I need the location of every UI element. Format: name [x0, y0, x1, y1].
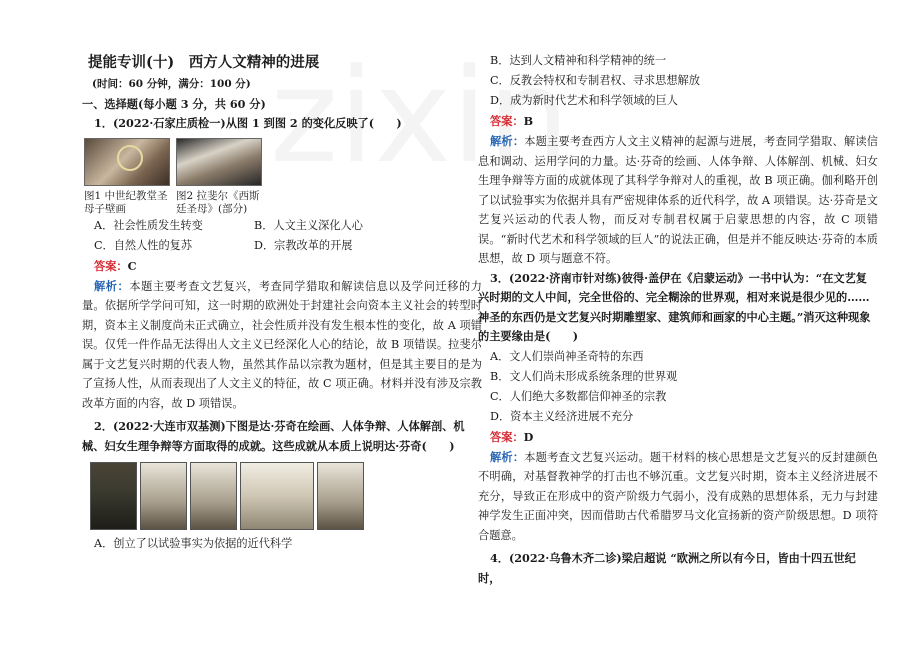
- analysis-text: 本题主要考查文艺复兴，考查同学猎取和解读信息以及学问迁移的力量。依据所学学问可知，这一时期的欧洲处于封建社会向资本主义社会的转型时期，资本主义制度尚未正式确立，社会性质并没有发生根本性的变化，故 A 项错误。仅凭一件作品无法得出人文主义已经深化人心的结论，故 B 项错误。拉斐尔属于文艺复兴时期的代表人物，虽然其作品以宗教为题材，但是其主要目的是为了宣扬人性，从而表现出了人文主义的特征，故 C 项正确。材料并没有涉及宗教改革方面的内容，故 D 项错误。: [82, 279, 482, 410]
- embryo-sketch-image: [317, 462, 364, 530]
- machine-sketch-image: [240, 462, 314, 530]
- question-3-option-a: A．文人们崇尚神圣奇特的东西: [490, 349, 644, 363]
- answer-value: D: [523, 429, 534, 444]
- question-2-analysis: [478, 132, 878, 269]
- figure-2-caption: 图2 拉斐尔《西斯廷圣母》(部分): [176, 189, 260, 215]
- question-2-option-d: D．成为新时代艺术和科学领域的巨人: [490, 94, 678, 107]
- analysis-label: 解析：: [490, 134, 525, 148]
- question-2-stem: 2．(2022·大连市双基测)下图是达·芬奇在绘画、人体争辩、人体解剖、机械、妇女生理争辩等方面取得的成就。这些成就从本质上说明达·芬奇( ): [82, 419, 465, 453]
- question-1-figures: [82, 138, 482, 216]
- question-3-option-c: C．人们绝大多数都信仰神圣的宗教: [490, 389, 667, 403]
- figure-2: [176, 138, 262, 216]
- question-1-options-row-2: [82, 236, 482, 256]
- option-d: D．宗教改革的开展: [254, 238, 353, 252]
- option-b: B．人文主义深化人心: [254, 218, 363, 232]
- question-1-analysis: [82, 277, 482, 414]
- question-2-option-a: A．创立了以试验事实为依据的近代科学: [94, 537, 293, 550]
- question-4-stem: 4．(2022·乌鲁木齐二诊)梁启超说 “欧洲之所以有今日，皆由十四五世纪时，: [478, 551, 856, 585]
- right-column: [478, 0, 878, 588]
- question-3-stem: 3．(2022·济南市针对练)彼得·盖伊在《启蒙运动》一书中认为：“在文艺复兴时期的文人中间，完全世俗的、完全糊涂的世界观，相对来说是很少见的……神圣的东西仍是文艺复兴时期雕塑家、建筑师和画家的中心主题。”消灭这种现象的主要缘由是( ): [478, 270, 871, 343]
- question-3-answer: [478, 427, 878, 448]
- analysis-text: 本题考查文艺复兴运动。题干材料的核心思想是文艺复兴的反封建颜色不明确，对基督教神学的打击也不够沉重。文艺复兴时期，资本主义经济进展不充分，导致正在形成中的资产阶级力气弱小，没有成熟的思想体系，无力与封建神学发生正面冲突，因而借助古代希腊罗马文化宣扬新的资产阶级思想。D 项符合题意。: [478, 450, 878, 542]
- option-c: C．自然人性的复苏: [94, 238, 193, 252]
- figure-1-caption: 图1 中世纪教堂圣母子壁画: [84, 189, 168, 215]
- option-a: A．社会性质发生转变: [94, 218, 203, 232]
- question-2-option-b: B．达到人文精神和科学精神的统一: [490, 54, 667, 67]
- figure-1: [84, 138, 170, 216]
- section-heading: 一、选择题(每小题 3 分，共 60 分): [82, 97, 266, 111]
- question-2-image-strip: [90, 462, 482, 530]
- mona-lisa-image: [90, 462, 137, 530]
- vitruvian-man-image: [140, 462, 187, 530]
- question-1-answer: [82, 256, 482, 277]
- answer-value: C: [127, 258, 137, 273]
- fresco-image: [84, 138, 170, 186]
- answer-value: B: [523, 114, 534, 128]
- sistine-madonna-image: [176, 138, 262, 186]
- analysis-label: 解析：: [490, 449, 525, 464]
- left-column: [82, 0, 482, 554]
- analysis-text: 本题主要考查西方人文主义精神的起源与进展，考查同学猎取、解读信息和调动、运用学问的力量。达·芬奇的绘画、人体争辩、人体解剖、机械、妇女生理争辩等方面的成就体现了其科学争辩对人的重视，故 B 项正确。伽利略开创了以试验事实为依据并具有严密规律体系的近代科学，故 A 项错误。达·芬奇是文艺复兴运动的代表人物，而反对专制君权属于启蒙思想的内容，故 C 项错误。“新时代艺术和科学领域的巨人”的说法正确，但是并不能反映达·芬奇的本质思想，故 D 项与题意不符。: [478, 135, 878, 265]
- question-1-stem: 1．(2022·石家庄质检一)从图 1 到图 2 的变化反映了( ): [94, 116, 402, 130]
- anatomy-sketch-image: [190, 462, 237, 530]
- answer-label: 答案：: [490, 429, 524, 444]
- answer-label: 答案：: [490, 114, 524, 128]
- page-title: 提能专训(十) 西方人文精神的进展: [88, 54, 320, 71]
- question-3-analysis: [478, 448, 878, 546]
- question-1-options-row-1: [82, 216, 482, 236]
- question-3-option-b: B．文人们尚未形成系统条理的世界观: [490, 369, 678, 383]
- analysis-label: 解析：: [94, 278, 130, 293]
- question-2-option-c: C．反教会特权和专制君权、寻求思想解放: [490, 74, 700, 87]
- question-2-answer: [478, 111, 878, 132]
- exam-meta: (时间：60 分钟，满分：100 分): [92, 78, 251, 90]
- question-3-option-d: D．资本主义经济进展不充分: [490, 409, 634, 423]
- answer-label: 答案：: [94, 258, 128, 273]
